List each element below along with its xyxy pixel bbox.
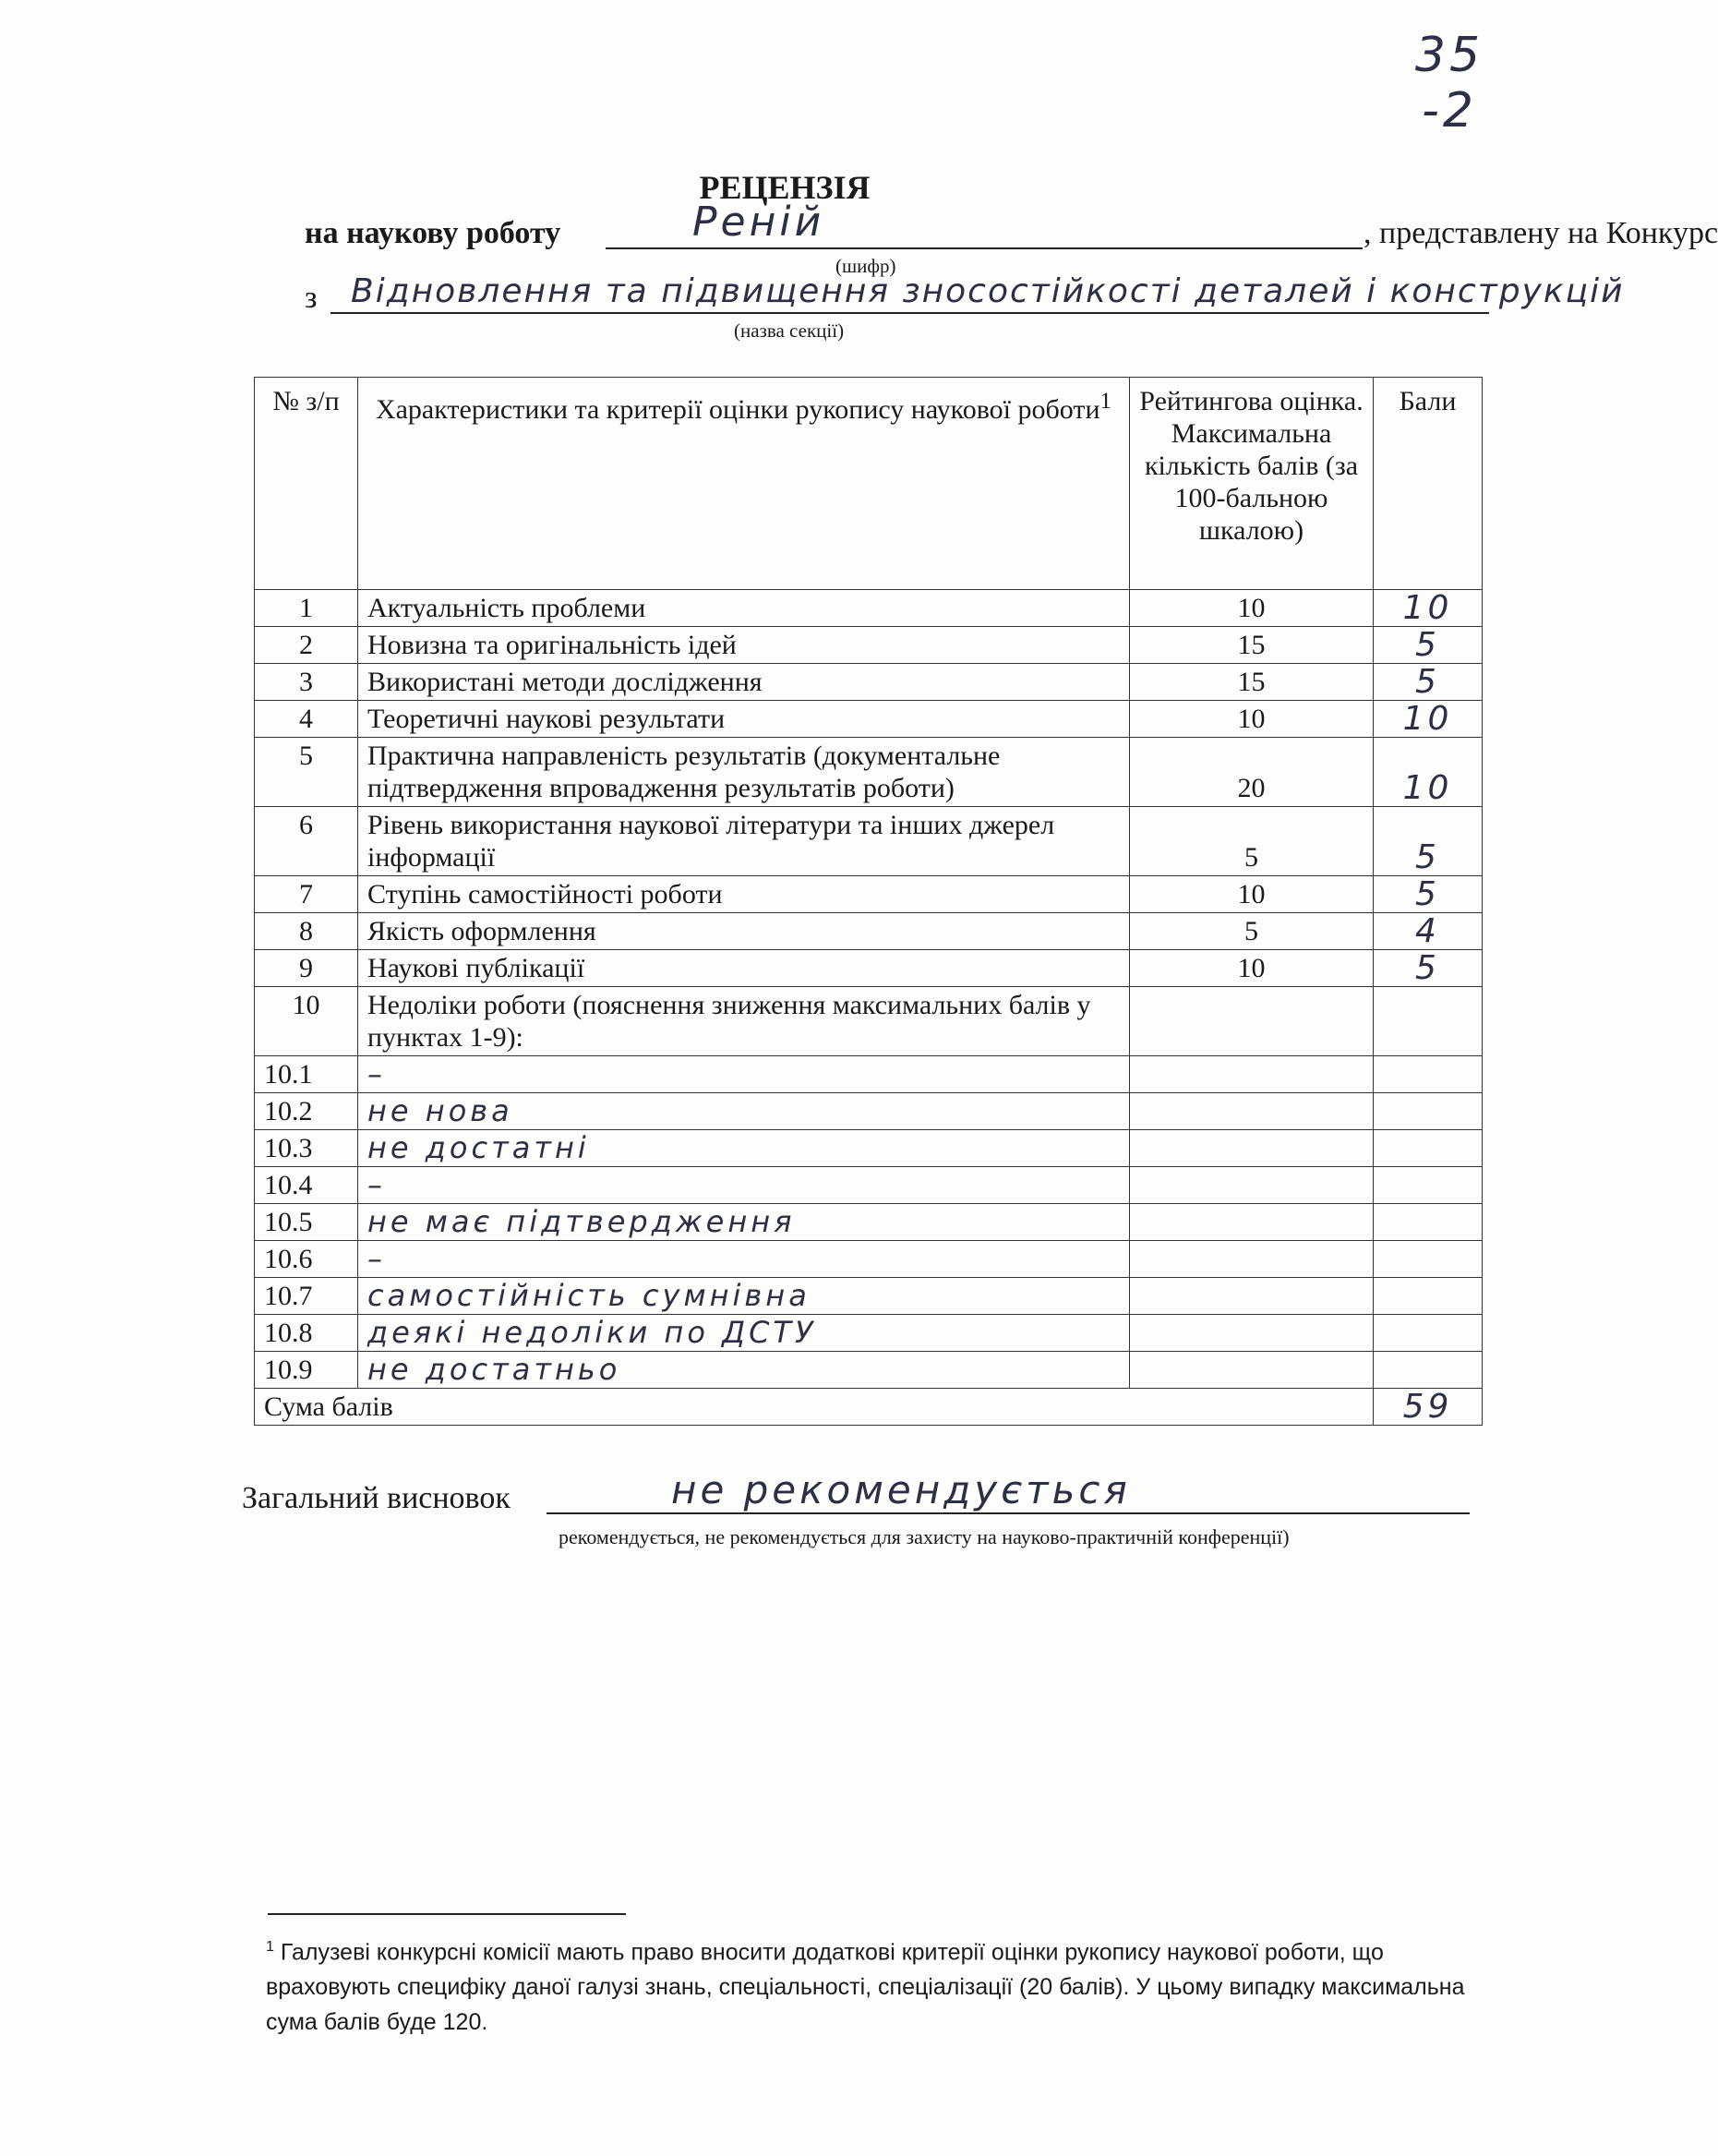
row-score: 5 <box>1374 876 1483 913</box>
row-num: 7 <box>255 876 358 913</box>
work-underline <box>606 247 1363 249</box>
table-row <box>255 590 1483 627</box>
shortcoming-note: не має підтвердження <box>358 1204 1130 1241</box>
row-max: 10 <box>1130 701 1374 738</box>
section-name: Відновлення та підвищення зносостійкості деталей і конструкцій <box>351 272 1625 310</box>
document-title: РЕЦЕНЗІЯ <box>699 169 871 206</box>
corner-note <box>1394 28 1505 139</box>
row-criterion: Ступінь самостійності роботи <box>358 876 1130 913</box>
shortcoming-num: 10.2 <box>255 1093 358 1130</box>
table-row <box>255 664 1483 701</box>
empty-cell <box>1130 1241 1374 1278</box>
row-num: 9 <box>255 950 358 987</box>
section-underline <box>330 312 1489 314</box>
row-num: 4 <box>255 701 358 738</box>
shortcoming-item <box>255 1056 1483 1093</box>
shortcoming-note: – <box>358 1056 1130 1093</box>
table-row <box>255 738 1483 807</box>
total-row <box>255 1389 1483 1426</box>
footnote-text: Галузеві конкурсні комісії мають право вносити додаткові критерії оцінки рукопису наукової роботи, що враховують специфіку даної галузі знань, спеціальності, спеціалізації (20 балів). У цьому випадку максимальна сума балів буде 120. <box>266 1939 1465 2036</box>
table-row <box>255 627 1483 664</box>
section-caption: (назва секції) <box>734 319 845 342</box>
row-max: 15 <box>1130 627 1374 664</box>
shortcoming-num: 10.5 <box>255 1204 358 1241</box>
empty-cell <box>1374 1056 1483 1093</box>
row-score: 4 <box>1374 913 1483 950</box>
row-criterion: Теоретичні наукові результати <box>358 701 1130 738</box>
header-criteria <box>358 378 1130 590</box>
row-score: 5 <box>1374 664 1483 701</box>
shortcoming-item <box>255 1093 1483 1130</box>
empty-cell <box>1130 1204 1374 1241</box>
shortcoming-note: самостійність сумнівна <box>358 1278 1130 1315</box>
row-score: 5 <box>1374 627 1483 664</box>
code-caption: (шифр) <box>835 255 896 277</box>
empty-cell <box>1130 1056 1374 1093</box>
conclusion-label: Загальний висновок <box>242 1481 511 1515</box>
empty-cell <box>1374 1241 1483 1278</box>
row-max: 15 <box>1130 664 1374 701</box>
shortcoming-num: 10.1 <box>255 1056 358 1093</box>
corner-note-number: 35 <box>1414 28 1484 83</box>
shortcomings-num: 10 <box>255 987 358 1056</box>
shortcoming-note: – <box>358 1167 1130 1204</box>
row-score: 10 <box>1374 701 1483 738</box>
row-score: 10 <box>1374 738 1483 807</box>
shortcoming-item <box>255 1204 1483 1241</box>
work-code: Реній <box>692 199 825 246</box>
header-score: Бали <box>1374 378 1483 590</box>
empty-cell <box>1130 987 1374 1056</box>
evaluation-table <box>254 377 1483 1426</box>
shortcoming-item <box>255 1167 1483 1204</box>
row-criterion: Актуальність проблеми <box>358 590 1130 627</box>
footnote <box>266 1930 1484 2040</box>
row-criterion: Практична направленість результатів (документальне підтвердження впровадження результатів роботи) <box>358 738 1130 807</box>
table-row <box>255 950 1483 987</box>
table-row <box>255 913 1483 950</box>
empty-cell <box>1374 987 1483 1056</box>
empty-cell <box>1374 1352 1483 1389</box>
shortcomings-row <box>255 987 1483 1056</box>
footnote-divider <box>268 1913 626 1915</box>
table-row <box>255 876 1483 913</box>
row-criterion: Використані методи дослідження <box>358 664 1130 701</box>
empty-cell <box>1374 1130 1483 1167</box>
conclusion-underline <box>547 1512 1470 1514</box>
row-num: 5 <box>255 738 358 807</box>
row-max: 5 <box>1130 807 1374 876</box>
conclusion-value: не рекомендується <box>671 1467 1131 1512</box>
row-score: 5 <box>1374 807 1483 876</box>
work-line <box>305 199 1718 257</box>
empty-cell <box>1130 1167 1374 1204</box>
shortcoming-item <box>255 1352 1483 1389</box>
row-num: 2 <box>255 627 358 664</box>
table-header-row <box>255 378 1483 590</box>
shortcoming-item <box>255 1130 1483 1167</box>
empty-cell <box>1374 1315 1483 1352</box>
shortcoming-item <box>255 1315 1483 1352</box>
header-num: № з/п <box>255 378 358 590</box>
empty-cell <box>1374 1278 1483 1315</box>
shortcoming-note: – <box>358 1241 1130 1278</box>
shortcoming-num: 10.8 <box>255 1315 358 1352</box>
empty-cell <box>1374 1204 1483 1241</box>
conclusion-caption: рекомендується, не рекомендується для захисту на науково-практичній конференції) <box>559 1525 1290 1548</box>
shortcoming-num: 10.6 <box>255 1241 358 1278</box>
shortcoming-note: не нова <box>358 1093 1130 1130</box>
shortcomings-label: Недоліки роботи (пояснення зниження максимальних балів у пунктах 1-9): <box>358 987 1130 1056</box>
conclusion-line <box>242 1468 1479 1524</box>
empty-cell <box>1130 1315 1374 1352</box>
header-max: Рейтингова оцінка. Максимальна кількість балів (за 100-бальною шкалою) <box>1130 378 1374 590</box>
empty-cell <box>1130 1278 1374 1315</box>
shortcoming-note: деякі недоліки по ДСТУ <box>358 1315 1130 1352</box>
table-row <box>255 807 1483 876</box>
row-criterion: Рівень використання наукової літератури та інших джерел інформації <box>358 807 1130 876</box>
empty-cell <box>1130 1130 1374 1167</box>
row-max: 10 <box>1130 950 1374 987</box>
corner-note-suffix: -2 <box>1422 83 1477 139</box>
shortcoming-num: 10.9 <box>255 1352 358 1389</box>
shortcoming-item <box>255 1241 1483 1278</box>
shortcoming-note: не достатні <box>358 1130 1130 1167</box>
row-max: 5 <box>1130 913 1374 950</box>
empty-cell <box>1130 1093 1374 1130</box>
row-score: 5 <box>1374 950 1483 987</box>
row-max: 20 <box>1130 738 1374 807</box>
section-prefix: з <box>305 281 318 315</box>
work-suffix: , представлену на Конкурс <box>1364 216 1718 250</box>
row-criterion: Наукові публікації <box>358 950 1130 987</box>
row-criterion: Якість оформлення <box>358 913 1130 950</box>
empty-cell <box>1374 1093 1483 1130</box>
total-score: 59 <box>1374 1389 1483 1426</box>
total-label: Сума балів <box>255 1389 1374 1426</box>
shortcoming-item <box>255 1278 1483 1315</box>
row-max: 10 <box>1130 876 1374 913</box>
shortcoming-note: не достатньо <box>358 1352 1130 1389</box>
empty-cell <box>1130 1352 1374 1389</box>
row-score: 10 <box>1374 590 1483 627</box>
shortcoming-num: 10.4 <box>255 1167 358 1204</box>
row-num: 3 <box>255 664 358 701</box>
footnote-mark: 1 <box>266 1939 274 1955</box>
row-num: 6 <box>255 807 358 876</box>
table-row <box>255 701 1483 738</box>
row-criterion: Новизна та оригінальність ідей <box>358 627 1130 664</box>
shortcoming-num: 10.7 <box>255 1278 358 1315</box>
empty-cell <box>1374 1167 1483 1204</box>
header-criteria-text: Характеристики та критерії оцінки рукопису наукової роботи <box>375 394 1100 425</box>
header-footnote-mark: 1 <box>1099 389 1112 414</box>
shortcoming-num: 10.3 <box>255 1130 358 1167</box>
section-line <box>305 272 1625 321</box>
row-max: 10 <box>1130 590 1374 627</box>
row-num: 8 <box>255 913 358 950</box>
row-num: 1 <box>255 590 358 627</box>
work-label: на наукову роботу <box>305 216 561 250</box>
